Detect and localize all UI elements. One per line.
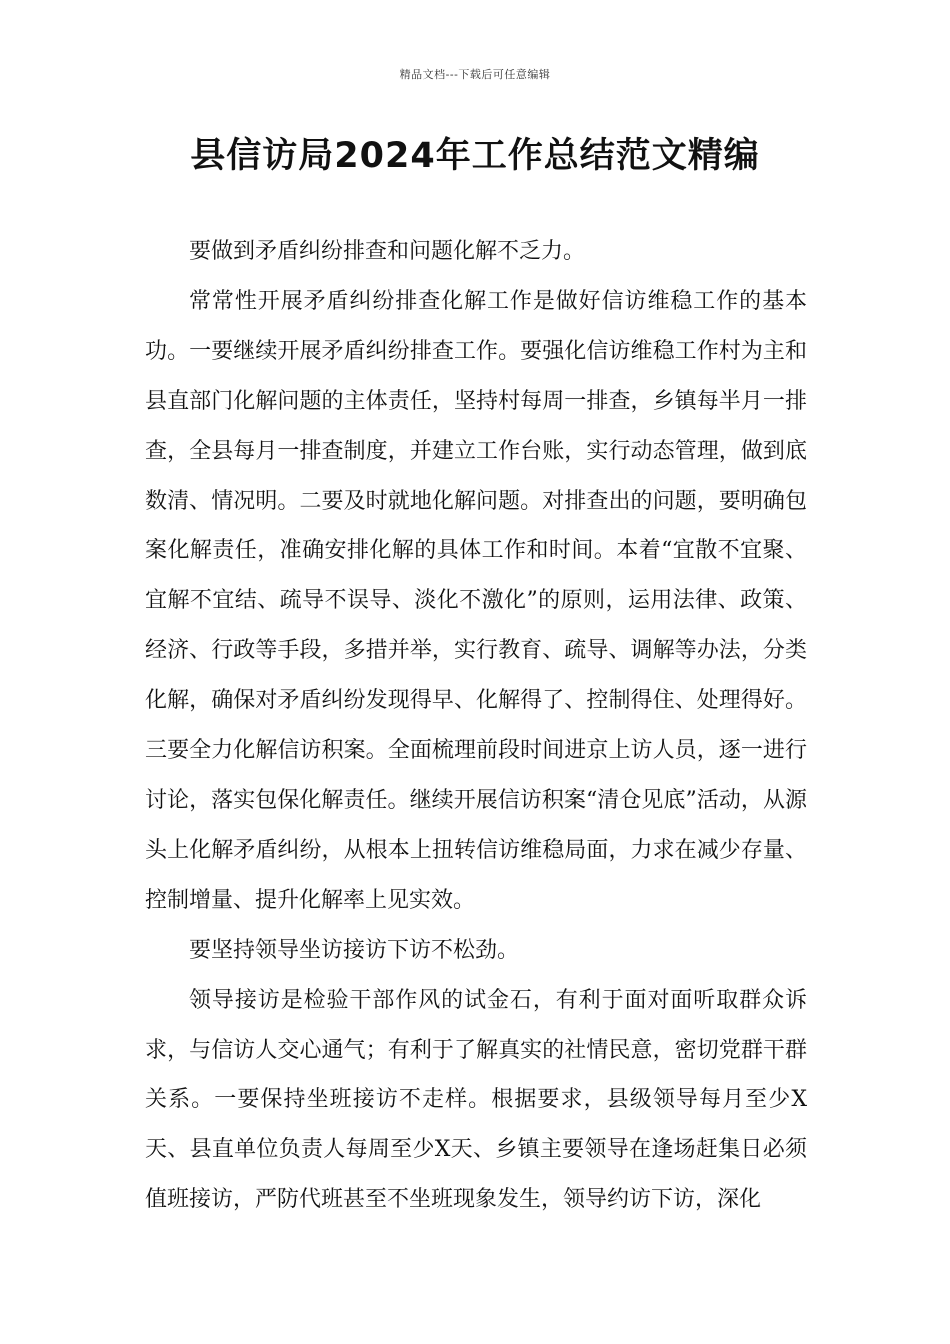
- document-title: 县信访局2024年工作总结范文精编: [190, 136, 760, 176]
- paragraph-1: 要做到矛盾纠纷排查和问题化解不乏力。: [189, 239, 586, 264]
- paragraph-3: 要坚持领导坐访接访下访不松劲。: [189, 937, 520, 963]
- paragraph-4: 领导接访是检验干部作风的试金石，有利于面对面听取群众诉求，与信访人交心通气；有利于了解真实的社情民意，密切党群干群关系。一要保持坐班接访不走样。根据要求，县级领导每月至少X天、县直单位负责人每周至少X天、乡镇主要领导在逢场赶集日必须值班接访，严防代班甚至不坐班现象发生，领导约访下访，深化: [145, 987, 807, 1213]
- document-body: [145, 227, 807, 1225]
- paragraph-2: 常常性开展矛盾纠纷排查化解工作是做好信访维稳工作的基本功。一要继续开展矛盾纠纷排查工作。要强化信访维稳工作村为主和县直部门化解问题的主体责任，坚持村每周一排查，乡镇每半月一排查，全县每月一排查制度，并建立工作台账，实行动态管理，做到底数清、情况明。二要及时就地化解问题。对排查出的问题，要明确包案化解责任，准确安排化解的具体工作和时间。本着“宜散不宜聚、宜解不宜结、疏导不误导、淡化不激化”的原则，运用法律、政策、经济、行政等手段，多措并举，实行教育、疏导、调解等办法，分类化解，确保对矛盾纠纷发现得早、化解得了、控制得住、处理得好。三要全力化解信访积案。全面梳理前段时间进京上访人员，逐一进行讨论，落实包保化解责任。继续开展信访积案“清仓见底”活动，从源头上化解矛盾纠纷，从根本上扭转信访维稳局面，力求在减少存量、控制增量、提升化解率上见实效。: [145, 288, 807, 913]
- header-note: 精品文档---下载后可任意编辑: [399, 68, 551, 81]
